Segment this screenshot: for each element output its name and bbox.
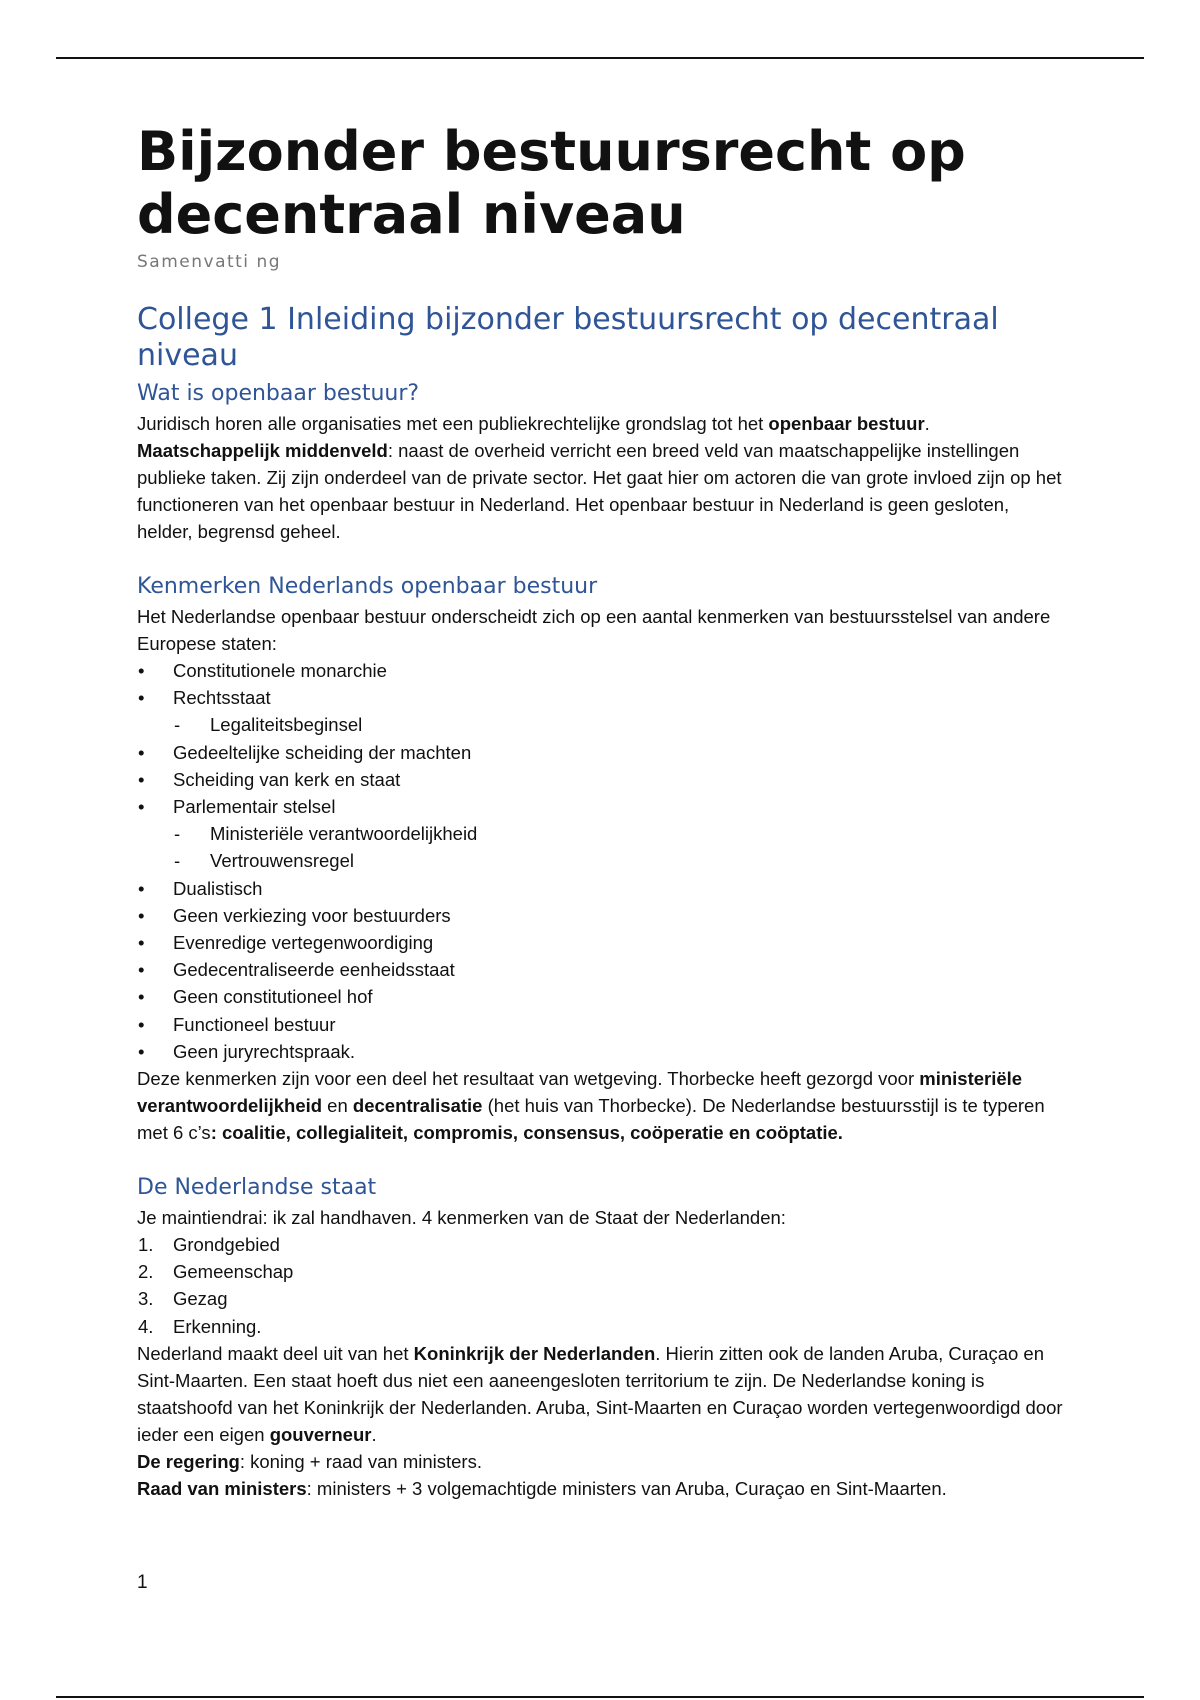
list-item: • Rechtsstaat <box>138 687 271 709</box>
list-item: 2. Gemeenschap <box>138 1261 294 1283</box>
list-item: 4. Erkenning. <box>138 1315 262 1337</box>
paragraph-staat-intro: Je maintiendrai: ik zal handhaven. 4 kenmerken van de Staat der Nederlanden: <box>137 1207 786 1229</box>
paragraph-raad-van-ministers: Raad van ministers: ministers + 3 volgemachtigde ministers van Aruba, Curaçao en Sint-Maarten. <box>137 1477 947 1499</box>
document-title: Bijzonder bestuursrecht op decentraal niveau <box>137 120 966 246</box>
list-item: • Geen juryrechtspraak. <box>138 1040 356 1062</box>
header-rule <box>56 57 1144 59</box>
list-item: • Parlementair stelsel <box>138 796 336 818</box>
page-number: 1 <box>137 1572 148 1593</box>
heading-openbaar-bestuur: Wat is openbaar bestuur? <box>137 381 420 406</box>
list-item: • Scheiding van kerk en staat <box>138 768 401 790</box>
list-subitem: - Legaliteitsbeginsel <box>174 714 363 736</box>
list-item: • Geen verkiezing voor bestuurders <box>138 904 451 926</box>
section-title: College 1 Inleiding bijzonder bestuursrecht op decentraal niveau <box>137 302 999 373</box>
list-subitem: - Ministeriële verantwoordelijkheid <box>174 823 478 845</box>
heading-kenmerken: Kenmerken Nederlands openbaar bestuur <box>137 574 598 599</box>
paragraph-kenmerken-thorbecke: Deze kenmerken zijn voor een deel het resultaat van wetgeving. Thorbecke heeft gezorgd voor ministeriële verantwoordelijkheid en decentralisatie (het huis van Thorbecke). De Nederlandse bestuursstijl is te typeren met 6 c’s: coalitie, collegialiteit, compromis, consensus, coöperatie en coöptatie. <box>137 1068 1045 1144</box>
document-subtitle: Samenvatti ng <box>137 252 282 272</box>
list-item: • Geen constitutioneel hof <box>138 986 373 1008</box>
list-item: • Functioneel bestuur <box>138 1013 336 1035</box>
paragraph-koninkrijk: Nederland maakt deel uit van het Koninkrijk der Nederlanden. Hierin zitten ook de landen Aruba, Curaçao en Sint-Maarten. Een staat hoeft dus niet een aaneengesloten territorium te zijn. De Nederlandse koning is staatshoofd van het Koninkrijk der Nederlanden. Aruba, Sint-Maarten en Curaçao worden vertegenwoordigd door ieder een eigen gouverneur. <box>137 1342 1063 1445</box>
kenmerken-list <box>137 657 1067 1065</box>
paragraph-regering: De regering: koning + raad van ministers. <box>137 1450 482 1472</box>
document-page <box>137 120 1067 1502</box>
list-item: 1. Grondgebied <box>138 1234 280 1256</box>
paragraph-openbaar-bestuur: Juridisch horen alle organisaties met een publiekrechtelijke grondslag tot het openbaar bestuur. Maatschappelijk middenveld: naast de overheid verricht een breed veld van maatschappelijke instellingen publieke taken. Zij zijn onderdeel van de private sector. Het gaat hier om actoren die van grote invloed zijn op het functioneren van het openbaar bestuur in Nederland. Het openbaar bestuur in Nederland is geen gesloten, helder, begrensd geheel. <box>137 413 1062 542</box>
list-item: • Evenredige vertegenwoordiging <box>138 932 434 954</box>
list-subitem: - Vertrouwensregel <box>174 850 354 872</box>
list-item: • Gedecentraliseerde eenheidsstaat <box>138 959 455 981</box>
paragraph-kenmerken-intro: Het Nederlandse openbaar bestuur onderscheidt zich op een aantal kenmerken van bestuursstelsel van andere Europese staten: <box>137 606 1051 654</box>
list-item: • Gedeeltelijke scheiding der machten <box>138 741 472 763</box>
list-item: • Dualistisch <box>138 877 263 899</box>
list-item: • Constitutionele monarchie <box>138 660 387 681</box>
heading-nederlandse-staat: De Nederlandse staat <box>137 1175 377 1201</box>
footer-rule <box>56 1696 1144 1698</box>
staat-kenmerken-list <box>137 1231 1067 1340</box>
list-item: 3. Gezag <box>138 1288 228 1310</box>
